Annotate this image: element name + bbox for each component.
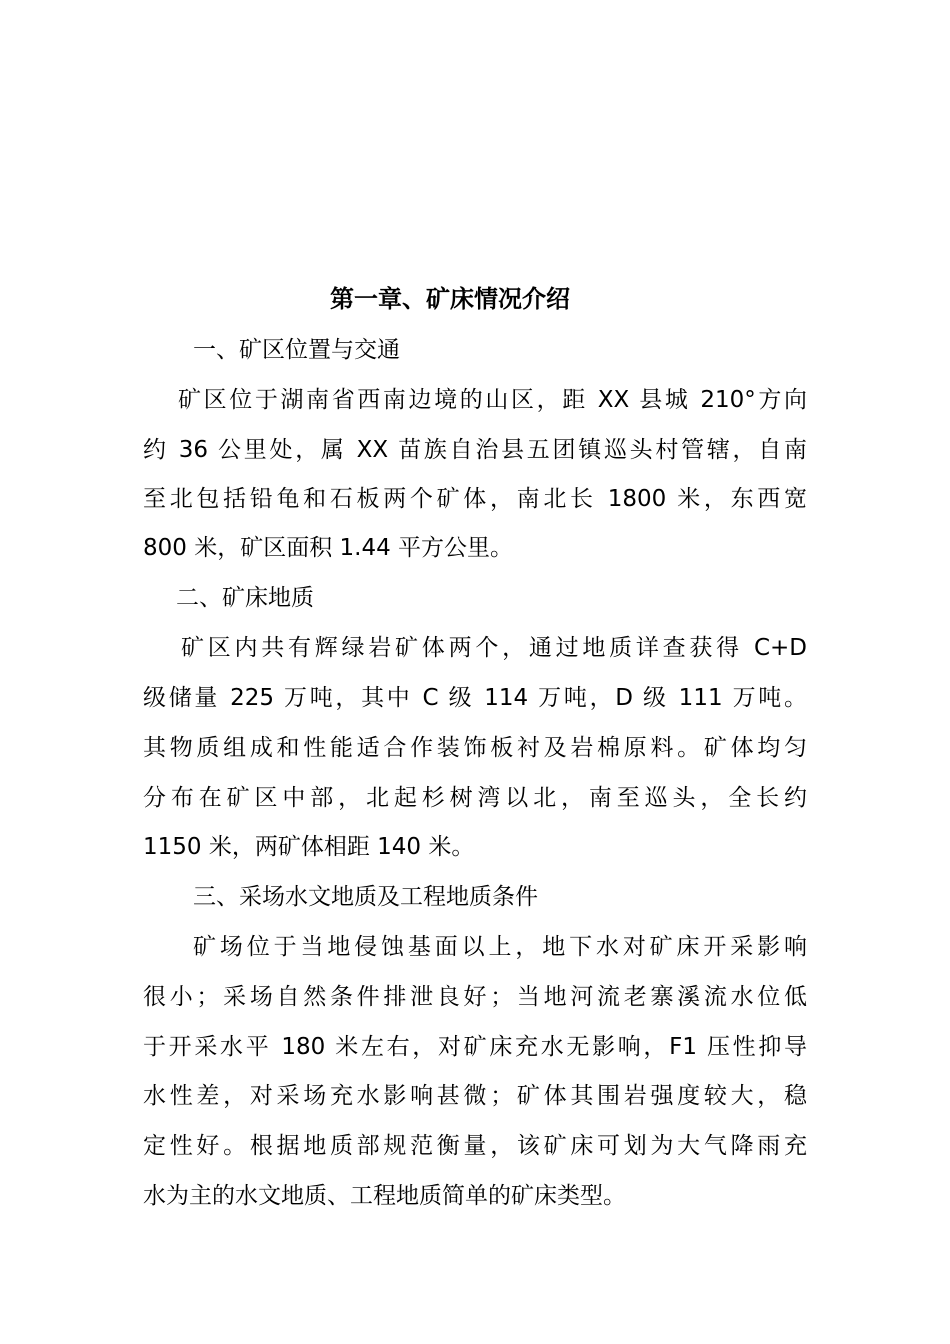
section-heading-hydrogeology: 三、采场水文地质及工程地质条件 xyxy=(193,884,538,910)
paragraph-line: 矿场位于当地侵蚀基面以上，地下水对矿床开采影响 xyxy=(193,934,807,960)
section-heading-geology: 二、矿床地质 xyxy=(176,585,314,611)
paragraph-line: 800 米，矿区面积 1.44 平方公里。 xyxy=(143,535,514,561)
paragraph-line: 矿区位于湖南省西南边境的山区，距 XX 县城 210°方向 xyxy=(178,387,807,413)
section-heading-location: 一、矿区位置与交通 xyxy=(193,337,400,363)
paragraph-line: 其物质组成和性能适合作装饰板衬及岩棉原料。矿体均匀 xyxy=(143,735,807,761)
paragraph-line: 1150 米，两矿体相距 140 米。 xyxy=(143,834,475,860)
paragraph-line: 分布在矿区中部，北起杉树湾以北，南至巡头，全长约 xyxy=(143,785,807,811)
paragraph-line: 很小；采场自然条件排泄良好；当地河流老寨溪流水位低 xyxy=(143,984,807,1010)
paragraph-line: 定性好。根据地质部规范衡量，该矿床可划为大气降雨充 xyxy=(143,1133,807,1159)
paragraph-line: 水为主的水文地质、工程地质简单的矿床类型。 xyxy=(143,1183,626,1209)
paragraph-line: 级储量 225 万吨，其中 C 级 114 万吨，D 级 111 万吨。 xyxy=(143,685,807,711)
paragraph-line: 于开采水平 180 米左右，对矿床充水无影响，F1 压性抑导 xyxy=(143,1034,807,1060)
paragraph-line: 约 36 公里处，属 XX 苗族自治县五团镇巡头村管辖，自南 xyxy=(143,437,807,463)
chapter-title: 第一章、矿床情况介绍 xyxy=(330,285,570,313)
paragraph-line: 矿区内共有辉绿岩矿体两个，通过地质详查获得 C+D xyxy=(181,635,807,661)
paragraph-line: 水性差，对采场充水影响甚微；矿体其围岩强度较大，稳 xyxy=(143,1083,807,1109)
paragraph-line: 至北包括铅龟和石板两个矿体，南北长 1800 米，东西宽 xyxy=(143,486,807,512)
